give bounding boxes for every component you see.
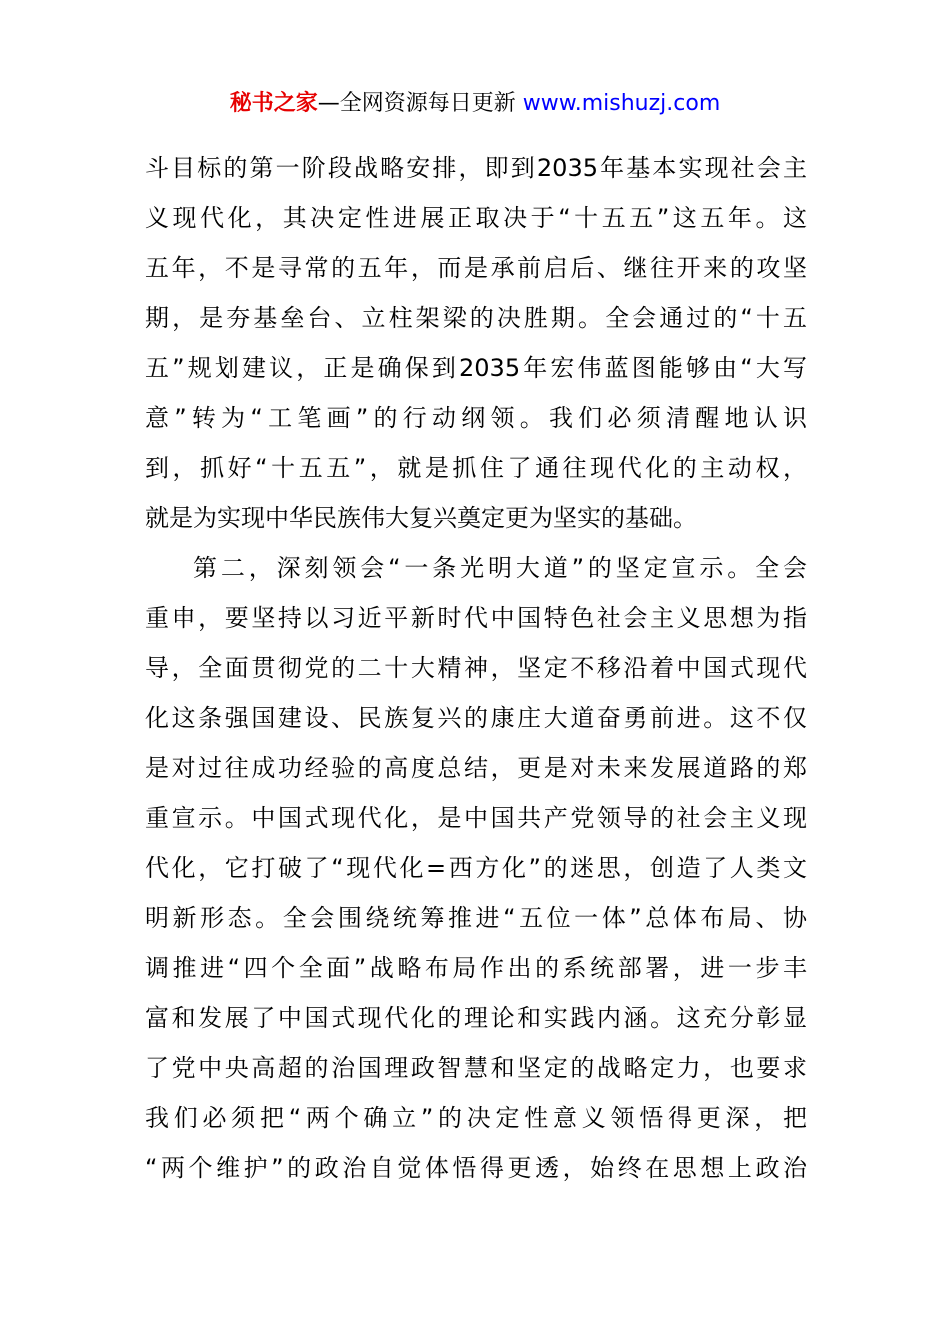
text-line: 了党中央高超的治国理政智慧和坚定的战略定力，也要求 [145,1054,807,1082]
text-line: 义现代化，其决定性进展正取决于“十五五”这五年。这 [145,204,807,232]
text-line: 重宣示。中国式现代化，是中国共产党领导的社会主义现 [145,804,807,832]
text-line: 是对过往成功经验的高度总结，更是对未来发展道路的郑 [145,754,807,782]
text-line: 重申，要坚持以习近平新时代中国特色社会主义思想为指 [145,604,807,632]
site-brand: 秘书之家 [229,91,318,116]
site-header [0,88,950,120]
text-line: 五年，不是寻常的五年，而是承前启后、继往开来的攻坚 [145,254,807,282]
paragraph-end-line: 就是为实现中华民族伟大复兴奠定更为坚实的基础。 [145,504,697,532]
site-tagline: —全网资源每日更新 [317,91,516,116]
text-line: 斗目标的第一阶段战略安排，即到2035年基本实现社会主 [145,154,807,182]
text-line: 期，是夯基垒台、立柱架梁的决胜期。全会通过的“十五 [145,304,807,332]
site-url-link[interactable]: www.mishuzj.com [522,91,721,116]
text-line: 意”转为“工笔画”的行动纲领。我们必须清醒地认识 [145,404,807,432]
text-line: 五”规划建议，正是确保到2035年宏伟蓝图能够由“大写 [145,354,807,382]
text-line: 明新形态。全会围绕统筹推进“五位一体”总体布局、协 [145,904,807,932]
text-line: “两个维护”的政治自觉体悟得更透，始终在思想上政治 [145,1154,807,1182]
paragraph-start-line: 第二，深刻领会“一条光明大道”的坚定宣示。全会 [193,554,807,582]
text-line: 到，抓好“十五五”，就是抓住了通往现代化的主动权， [145,454,807,482]
text-line: 化这条强国建设、民族复兴的康庄大道奋勇前进。这不仅 [145,704,807,732]
text-line: 富和发展了中国式现代化的理论和实践内涵。这充分彰显 [145,1004,807,1032]
document-body [145,143,807,1193]
text-line: 导，全面贯彻党的二十大精神，坚定不移沿着中国式现代 [145,654,807,682]
text-line: 调推进“四个全面”战略布局作出的系统部署，进一步丰 [145,954,807,982]
text-line: 代化，它打破了“现代化=西方化”的迷思，创造了人类文 [145,854,807,882]
text-line: 我们必须把“两个确立”的决定性意义领悟得更深，把 [145,1104,807,1132]
